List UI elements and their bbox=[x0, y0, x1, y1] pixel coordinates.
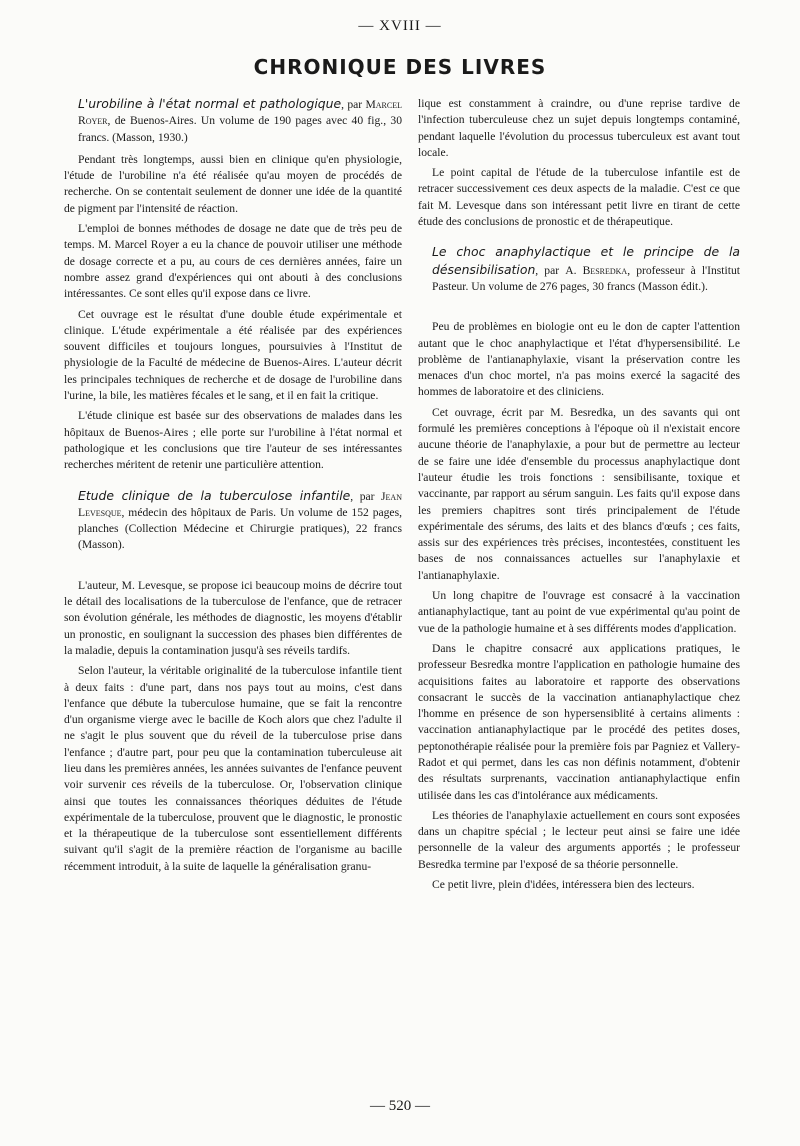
by-separator: , par bbox=[350, 489, 382, 503]
book-details: , médecin des hôpitaux de Paris. Un volume de 152 pages, planches (Collection Médecine et Chirurgie pratiques), 22 francs (Masson). bbox=[78, 505, 402, 552]
book-details: , professeur à l'Institut Pasteur. Un volume de 276 pages, 30 francs (Masson édit.). bbox=[432, 263, 740, 293]
book-title: L'urobiline à l'état normal et pathologique bbox=[78, 96, 342, 111]
section-title: CHRONIQUE DES LIVRES bbox=[253, 55, 547, 79]
book-heading-urobiline bbox=[64, 96, 402, 146]
review-paragraph: L'étude clinique est basée sur des observations de malades dans les hôpitaux de Buenos-Aires ; elle porte sur l'urobiline à l'état normal et pathologique et les conclusions que tire l'auteur de ses intéressantes recherches méritent de retenir une particulière attention. bbox=[64, 409, 402, 472]
review-paragraph: L'emploi de bonnes méthodes de dosage ne date que de très peu de temps. M. Marcel Royer a eu la chance de pouvoir utiliser une méthode de dosage correcte et a pu, au cours de ces dernières années, faire un nombre assez grand d'expériences qui ont abouti à des conclusions intéressantes. Ce sont elles qu'il expose dans ce livre. bbox=[64, 222, 402, 301]
review-paragraph: Les théories de l'anaphylaxie actuellement en cours sont exposées dans un chapitre spécial ; le lecteur peut ainsi se faire une idée personnelle de la valeur des arguments apportés ; le professeur Besredka termine par l'exposé de sa théorie personnelle. bbox=[418, 808, 740, 871]
book-heading-choc-anaphylactique bbox=[418, 244, 740, 295]
roman-page-number: — XVIII — bbox=[358, 18, 442, 34]
book-title: Le choc anaphylactique et le principe de la désensibilisation bbox=[432, 244, 740, 277]
review-paragraph: Selon l'auteur, la véritable originalité de la tuberculose infantile tient à deux faits : d'une part, dans nos pays tout au moins, c'est dans l'enfance que débute la tuberculose humaine, que se fait la rencontre d'un organisme vierge avec le bacille de Koch alors que chez l'adulte il ne s'agit le plus souvent que du réveil de la tuberculose prise dans l'enfance ; d'autre part, pour peu que la contamination tuberculeuse ait lieu dans les premières années, les années suivantes de l'enfance peuvent voir survenir ces réveils de la tuberculose. Or, l'observation clinique ainsi que toutes les connaissances théoriques déduites de l'étude expérimentale de la tuberculose, prouvent que le diagnostic, le pronostic et la thérapeutique de la tuberculose sont essentiellement différents suivant qu'il s'agit de la première réaction de l'organisme au bacille récemment introduit, à la suite de laquelle la généralisation granu- bbox=[64, 664, 402, 873]
review-paragraph: Un long chapitre de l'ouvrage est consacré à la vaccination antianaphylactique, tant au point de vue expérimental qu'au point de vue de la pathologie humaine et à ses différents modes d'application. bbox=[418, 589, 740, 635]
review-paragraph: L'auteur, M. Levesque, se propose ici beaucoup moins de décrire tout le détail des localisations de la tuberculose de l'enfance, que de retracer son évolution générale, les méthodes de diagnostic, les moyens d'établir un pronostic, en soulignant la succession des phases bien différentes de la maladie, depuis la contamination jusqu'à ses réveils tardifs. bbox=[64, 578, 402, 657]
page-number: — 520 — bbox=[370, 1098, 430, 1114]
book-title: Etude clinique de la tuberculose infantile bbox=[78, 487, 351, 503]
review-paragraph-continued: lique est constamment à craindre, ou d'une reprise tardive de l'infection tuberculeuse chez un sujet depuis longtemps contaminé, pendant laquelle l'évolution du processus tuberculeux est avant tout locale. bbox=[418, 97, 740, 159]
review-paragraph: Cet ouvrage est le résultat d'une double étude expérimentale et clinique. L'étude expérimentale a été réalisée par des expériences souvent difficiles et toujours longues, poursuivies à l'Institut de physiologie de la Faculté de médecine de Buenos-Aires. L'auteur décrit les principales techniques de recherche et de dosage de l'urobiline dans l'urine, la bile, les matières fécales et le sang, et il en fait la critique. bbox=[64, 307, 402, 403]
review-paragraph: Ce petit livre, plein d'idées, intéressera bien des lecteurs. bbox=[432, 878, 695, 892]
review-paragraph: Cet ouvrage, écrit par M. Besredka, un des savants qui ont formulé les premières conceptions à l'époque où il n'existait encore aucune théorie de l'anaphylaxie, a pour but de permettre au lecteur de se faire une idée d'ensemble du processus anaphylactique dont l'auteur étudie les trois fonctions : sensibilisante, toxique et vaccinante, par rapport au sérum sanguin. Les faits qu'il expose dans les premiers chapitres sont tirés principalement de l'étude expérimentale des sérums, des laits et des blancs d'œufs ; ces faits, assis sur des expériences très précises, incontestées, constituent les bases de nos connaissances actuelles sur l'anaphylaxie et l'antianaphylaxie. bbox=[418, 405, 740, 582]
by-separator: , par bbox=[341, 98, 366, 111]
review-paragraph: Dans le chapitre consacré aux applications pratiques, le professeur Besredka montre l'application en pathologie humaine des acquisitions faites au laboratoire et rapporte des observations consacrant le succès de la vaccination antianaphylactique chez l'homme en présence de son hypersensiblité à certains aliments : vaccination antianaphylactique par le procédé des petites doses, peptonothérapie réalisée pour la première fois par Pagniez et Vallery-Radot et qui permet, dans les cas non définis notamment, d'obtenir des résultats surprenants, vaccination antianaphylactique enfin utilisée dans les cas d'intolérance aux médicaments. bbox=[418, 641, 740, 802]
book-author: A. Besredka bbox=[565, 263, 628, 277]
review-paragraph: Pendant très longtemps, aussi bien en clinique qu'en physiologie, l'étude de l'urobiline n'a été réalisée qu'au moyen de procédés de recherche. On se contentait seulement de donner une idée de la quantité de pigment par l'intensité de réaction. bbox=[64, 152, 402, 215]
review-paragraph: Peu de problèmes en biologie ont eu le don de capter l'attention autant que le choc anaphylactique et l'état d'hypersensibilité. Le problème de l'antianaphylaxie, visant la préservation contre les menaces d'un choc mortel, n'a pas moins exercé la sagacité des hommes de laboratoire et des cliniciens. bbox=[418, 320, 740, 399]
book-author: Jean Levesque bbox=[78, 489, 402, 519]
left-column bbox=[64, 96, 402, 879]
right-column bbox=[418, 96, 740, 897]
by-separator: , par bbox=[535, 263, 566, 277]
review-paragraph: Le point capital de l'étude de la tuberculose infantile est de retracer successivement ces deux aspects de la maladie. C'est ce que fait M. Levesque dans son intéressant petit livre en tirant de cette étude des conclusions de pronostic et de thérapeutique. bbox=[418, 166, 740, 229]
book-details: , de Buenos-Aires. Un volume de 190 pages avec 40 fig., 30 francs. (Masson, 1930.) bbox=[78, 114, 402, 144]
book-heading-tuberculose bbox=[64, 488, 402, 554]
book-author: Marcel Royer bbox=[78, 98, 402, 128]
